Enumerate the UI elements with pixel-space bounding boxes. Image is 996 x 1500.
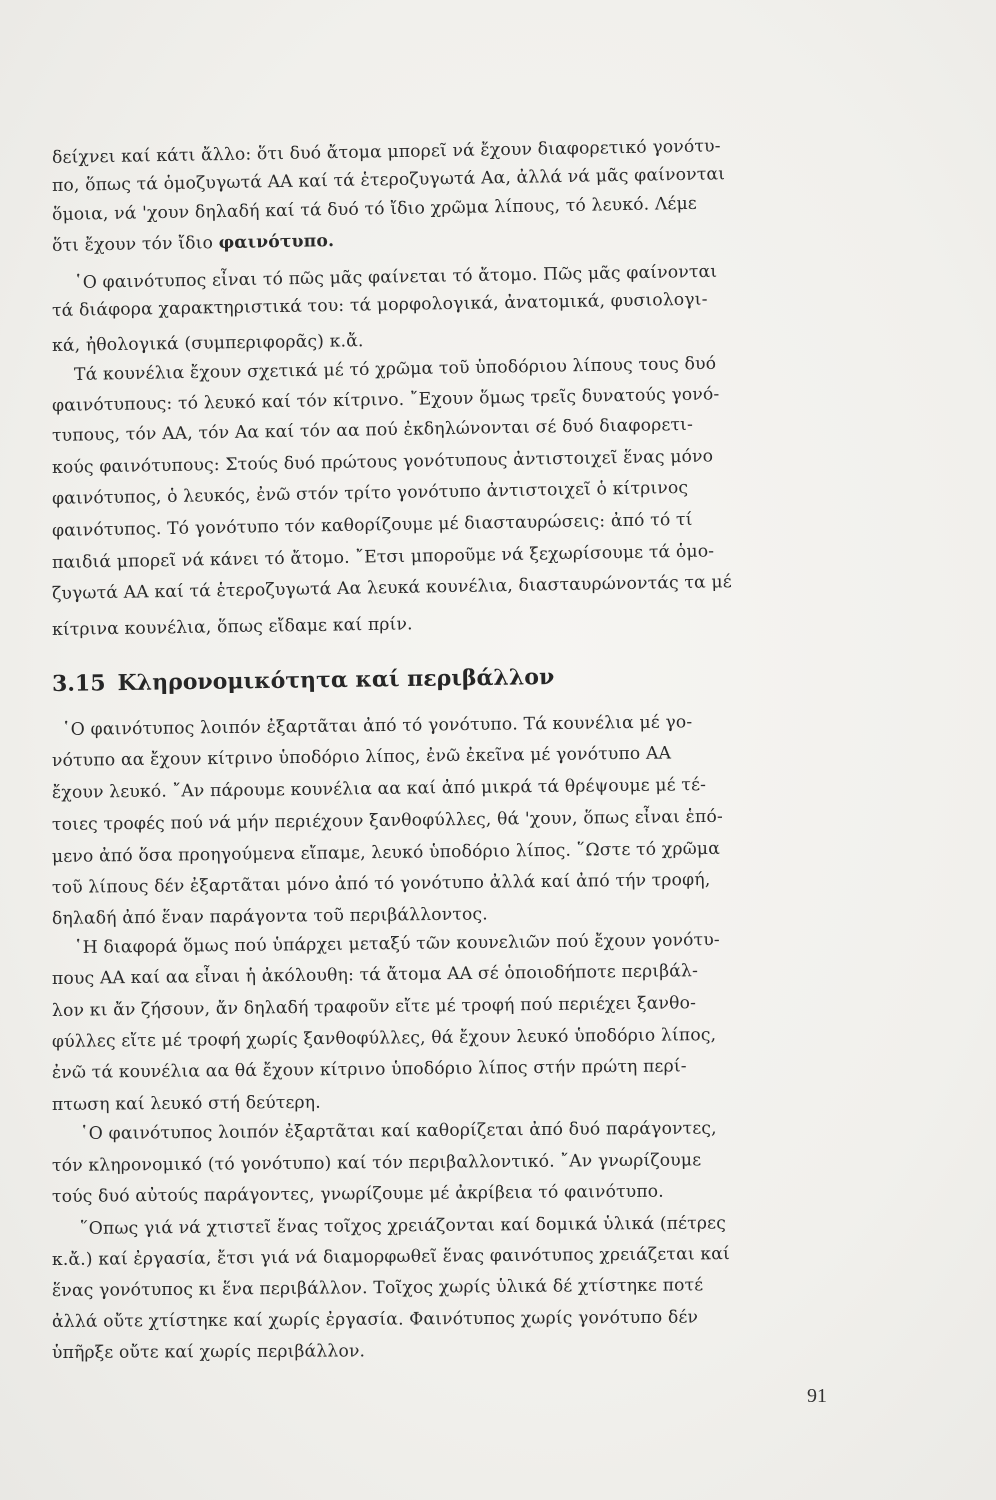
text-line: φύλλες εἴτε μέ τροφή χωρίς ξανθοφύλλες, θά ἔχουν λευκό ὑποδόριο λίπος, bbox=[51, 1025, 717, 1052]
text-line: ἔχουν λευκό. ῎Αν πάρουμε κουνέλια αα καί ἀπό μικρά τά θρέψουμε μέ τέ- bbox=[51, 775, 707, 803]
text-line: κίτρινα κουνέλια, ὅπως εἴδαμε καί πρίν. bbox=[51, 614, 413, 640]
text-line: ἕνας γονότυπος κι ἕνα περιβάλλον. Τοῖχος χωρίς ὑλικά δέ χτίστηκε ποτέ bbox=[51, 1275, 704, 1301]
text-line: ῞Οπως γιά νά χτιστεῖ ἕνας τοῖχος χρειάζονται καί δομικά ὑλικά (πέτρες bbox=[79, 1213, 727, 1239]
text-line: νότυπο αα ἔχουν κίτρινο ὑποδόριο λίπος, ἐνῶ ἐκεῖνα μέ γονότυπο AA bbox=[51, 743, 672, 771]
text-line: ῾Ο φαινότυπος εἶναι τό πῶς μᾶς φαίνεται τό ἄτομο. Πῶς μᾶς φαίνονται bbox=[73, 261, 718, 293]
text-line: λον κι ἄν ζήσουν, ἄν δηλαδή τραφοῦν εἴτε μέ τροφή πού περιέχει ξανθο- bbox=[51, 993, 697, 1021]
text-line: τυπους, τόν AA, τόν Aα καί τόν αα πού ἐκδηλώνονται σέ δυό διαφορετι- bbox=[51, 414, 694, 446]
text-line: κά, ἠθολογικά (συμπεριφορᾶς) κ.ἄ. bbox=[51, 331, 364, 356]
text-line: τούς δυό αὐτούς παράγοντες, γνωρίζουμε μέ ἀκρίβεια τό φαινότυπο. bbox=[51, 1181, 664, 1207]
text-line: τόν κληρονομικό (τό γονότυπο) καί τόν περιβαλλοντικό. ῎Αν γνωρίζουμε bbox=[51, 1150, 702, 1176]
section-title: Κληρονομικότητα καί περιβάλλον bbox=[117, 663, 555, 697]
text-line: ῾Ο φαινότυπος λοιπόν ἐξαρτᾶται καί καθορίζεται ἀπό δυό παράγοντες, bbox=[79, 1118, 717, 1144]
text-line: ἐνῶ τά κουνέλια αα θά ἔχουν κίτρινο ὑποδόριο λίπος στήν πρώτη περί- bbox=[51, 1056, 687, 1083]
text-line: τοῦ λίπους δέν ἐξαρτᾶται μόνο ἀπό τό γονότυπο ἀλλά καί ἀπό τήν τροφή, bbox=[51, 869, 711, 898]
text-line: πτωση καί λευκό στή δεύτερη. bbox=[51, 1092, 321, 1115]
text-line: φαινότυπος. Τό γονότυπο τόν καθορίζουμε μέ διασταυρώσεις: ἀπό τό τί bbox=[51, 509, 693, 541]
page-number: 91 bbox=[807, 1385, 827, 1407]
text-line: παιδιά μπορεῖ νά κάνει τό ἄτομο. ῎Ετσι μποροῦμε νά ξεχωρίσουμε τά ὁμο- bbox=[51, 541, 715, 573]
section-number: 3.15 bbox=[51, 670, 106, 697]
text-line: φαινότυπους: τό λευκό καί τόν κίτρινο. ῎Εχουν ὅμως τρεῖς δυνατούς γονό- bbox=[51, 384, 720, 416]
text-line bbox=[52, 233, 334, 255]
section-heading bbox=[52, 664, 555, 697]
text-line: ῾Ο φαινότυπος λοιπόν ἐξαρτᾶται ἀπό τό γονότυπο. Τά κουνέλια μέ γο- bbox=[61, 712, 693, 740]
text-line: τοιες τροφές πού νά μήν περιέχουν ξανθοφύλλες, θά 'χουν, ὅπως εἶναι ἑπό- bbox=[51, 806, 723, 835]
text-line: κ.ἄ.) καί ἐργασία, ἔτσι γιά νά διαμορφωθεῖ ἕνας φαινότυπος χρειάζεται καί bbox=[51, 1244, 730, 1270]
text-fragment: ὅτι ἔχουν τόν ἴδιο bbox=[51, 233, 214, 256]
text-line: κούς φαινότυπους: Στούς δυό πρώτους γονότυπους ἀντιστοιχεῖ ἕνας μόνο bbox=[51, 446, 714, 478]
text-line: μενο ἀπό ὅσα προηγούμενα εἴπαμε, λευκό ὑποδόριο λίπος. ῞Ωστε τό χρῶμα bbox=[51, 838, 721, 867]
text-line: ἀλλά οὔτε χτίστηκε καί χωρίς ἐργασία. Φαινότυπος χωρίς γονότυπο δέν bbox=[51, 1307, 699, 1332]
text-line: ὅμοια, νά 'χουν δηλαδή καί τά δυό τό ἴδιο χρῶμα λίπους, τό λευκό. Λέμε bbox=[51, 193, 698, 225]
text-line: φαινότυπος, ὁ λευκός, ἐνῶ στόν τρίτο γονότυπο ἀντιστοιχεῖ ὁ κίτρινος bbox=[51, 477, 689, 509]
text-line: ῾Η διαφορά ὅμως πού ὑπάρχει μεταξύ τῶν κουνελιῶν πού ἔχουν γονότυ- bbox=[73, 930, 720, 958]
text-line: πους AA καί αα εἶναι ἡ ἀκόλουθη: τά ἄτομα AA σέ ὁποιοδήποτε περιβάλ- bbox=[51, 961, 699, 989]
text-line: δηλαδή ἀπό ἕναν παράγοντα τοῦ περιβάλλοντος. bbox=[51, 904, 488, 929]
text-line: ζυγωτά AA καί τά ἑτεροζυγωτά Aα λευκά κουνέλια, διασταυρώνοντάς τα μέ bbox=[51, 572, 732, 604]
text-line: τά διάφορα χαρακτηριστικά του: τά μορφολογικά, ἀνατομικά, φυσιολογι- bbox=[51, 289, 708, 321]
text-line: Τά κουνέλια ἔχουν σχετικά μέ τό χρῶμα τοῦ ὑποδόριου λίπους τους δυό bbox=[73, 353, 717, 385]
text-line: ὑπῆρξε οὔτε καί χωρίς περιβάλλον. bbox=[51, 1341, 366, 1363]
text-line: πο, ὅπως τά ὁμοζυγωτά AA καί τά ἑτεροζυγωτά Aα, ἀλλά νά μᾶς φαίνονται bbox=[51, 164, 726, 196]
text-line: δείχνει καί κάτι ἄλλο: ὅτι δυό ἄτομα μπορεῖ νά ἔχουν διαφορετικό γονότυ- bbox=[51, 136, 721, 168]
bold-term: φαινότυπο. bbox=[218, 231, 335, 254]
